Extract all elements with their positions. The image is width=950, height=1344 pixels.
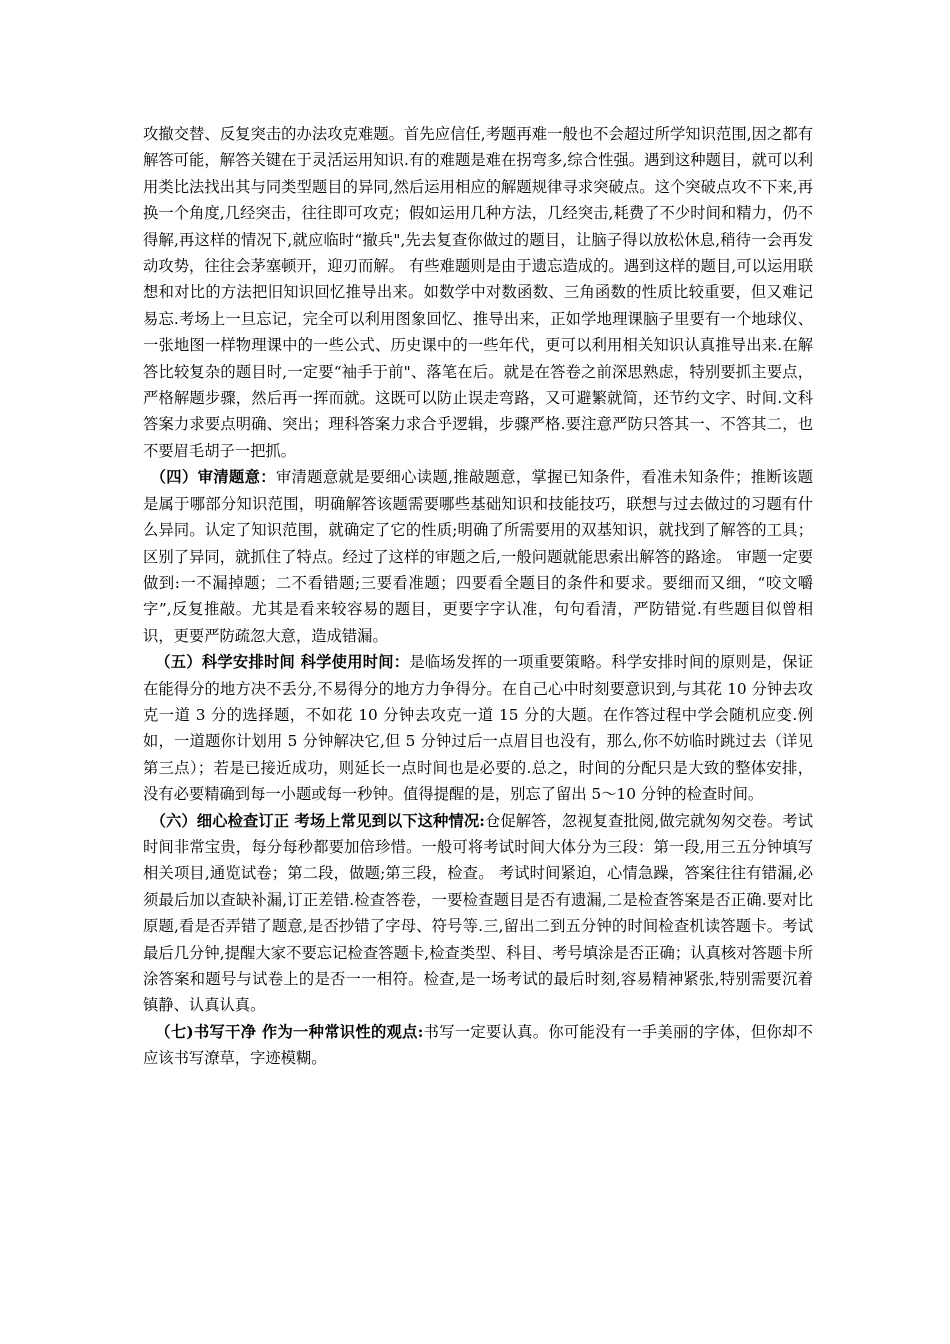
paragraph-section-7 <box>143 1019 813 1072</box>
section-heading: （五）科学安排时间 科学使用时间： <box>155 653 410 672</box>
paragraph-text: 审清题意就是要细心读题,推敲题意，掌握已知条件，看准未知条件；推断该题是属于哪部分知识范围，明确解答该题需要哪些基础知识和技能技巧，联想与过去做过的习题有什么异同。认定了知识范围，就确定了它的性质;明确了所需要用的双基知识，就找到了解答的工具；区别了异同，就抓住了特点。经过了这样的审题之后,一般问题就能思索出解答的路途。 审题一定要做到:一不漏掉题；二不看错题;三要看准题；四要看全题目的条件和要求。要细而又细，“咬文嚼字”,反复推敲。尤其是看来较容易的题目，更要字字认准，句句看清，严防错觉.有些题目似曾相识，更要严防疏忽大意，造成错漏。 <box>143 468 813 645</box>
section-heading: （四）审清题意： <box>150 468 276 487</box>
document-body <box>143 121 813 1072</box>
paragraph-section-6 <box>143 808 813 1019</box>
paragraph-text: 书写一定要认真。你可能没有一手美丽的字体，但你却不应该书写潦草，字迹模糊。 <box>143 1022 813 1068</box>
paragraph-section-5 <box>143 649 813 807</box>
paragraph-text: 是临场发挥的一项重要策略。科学安排时间的原则是，保证在能得分的地方决不丢分,不易得分的地方力争得分。在自己心中时刻要意识到,与其花 10 分钟去攻克一道 3 分的选择题，不如花 10 分钟去攻克一道 15 分的大题。在作答过程中学会随机应变.例如，一道题你计划用 5 分钟解决它,但 5 分钟过后一点眉目也没有，那么,你不妨临时跳过去（详见第三点）；若是已接近成功，则延长一点时间也是必要的.总之，时间的分配只是大致的整体安排，没有必要精确到每一小题或每一秒钟。值得提醒的是，别忘了留出 5～10 分钟的检查时间。 <box>143 653 813 804</box>
section-heading: （六）细心检查订正 考场上常见到以下这种情况: <box>150 811 485 830</box>
paragraph-hard-problems <box>143 121 813 464</box>
paragraph-text: 仓促解答，忽视复查批阅,做完就匆匆交卷。考试时间非常宝贵，每分每秒都要加倍珍惜。一般可将考试时间大体分为三段：第一段,用三五分钟填写相关项目,通览试卷；第二段，做题;第三段，检查。 考试时间紧迫，心情急躁，答案往往有错漏,必须最后加以查缺补漏,订正差错.检查答卷，一要检查题目是否有遗漏,二是检查答案是否正确.要对比原题,看是否弄错了题意,是否抄错了字母、符号等.三,留出二到五分钟的时间检查机读答题卡。考试最后几分钟,提醒大家不要忘记检查答题卡,检查类型、科目、考号填涂是否正确；认真核对答题卡所涂答案和题号与试卷上的是否一一相符。检查,是一场考试的最后时刻,容易精神紧张,特别需要沉着镇静、认真认真。 <box>143 811 813 1015</box>
paragraph-text: 攻撤交替、反复突击的办法攻克难题。首先应信任,考题再难一般也不会超过所学知识范围,因之都有解答可能，解答关键在于灵活运用知识.有的难题是难在拐弯多,综合性强。遇到这种题目，就可以利用类比法找出其与同类型题目的异同,然后运用相应的解题规律寻求突破点。这个突破点攻不下来,再换一个角度,几经突击，往往即可攻克；假如运用几种方法，几经突击,耗费了不少时间和精力，仍不得解,再这样的情况下,就应临时“撤兵",先去复查你做过的题目，让脑子得以放松休息,稍待一会再发动攻势，往往会茅塞顿开，迎刃而解。 有些难题则是由于遗忘造成的。遇到这样的题目,可以运用联想和对比的方法把旧知识回忆推导出来。如数学中对数函数、三角函数的性质比较重要，但又难记易忘.考场上一旦忘记，完全可以利用图象回忆、推导出来，正如学地理课脑子里要有一个地球仪、一张地图一样物理课中的一些公式、历史课中的一些年代，更可以利用相关知识认真推导出来.在解答比较复杂的题目时,一定要“袖手于前"、落笔在后。就是在答卷之前深思熟虑，特别要抓主要点，严格解题步骤，然后再一挥而就。这既可以防止误走弯路，又可避繁就简，还节约文字、时间.文科答案力求要点明确、突出；理科答案力求合乎逻辑，步骤严格.要注意严防只答其一、不答其二，也不要眉毛胡子一把抓。 <box>143 125 813 460</box>
section-heading: （七)书写干净 作为一种常识性的观点: <box>155 1022 424 1041</box>
paragraph-section-4 <box>143 464 813 649</box>
